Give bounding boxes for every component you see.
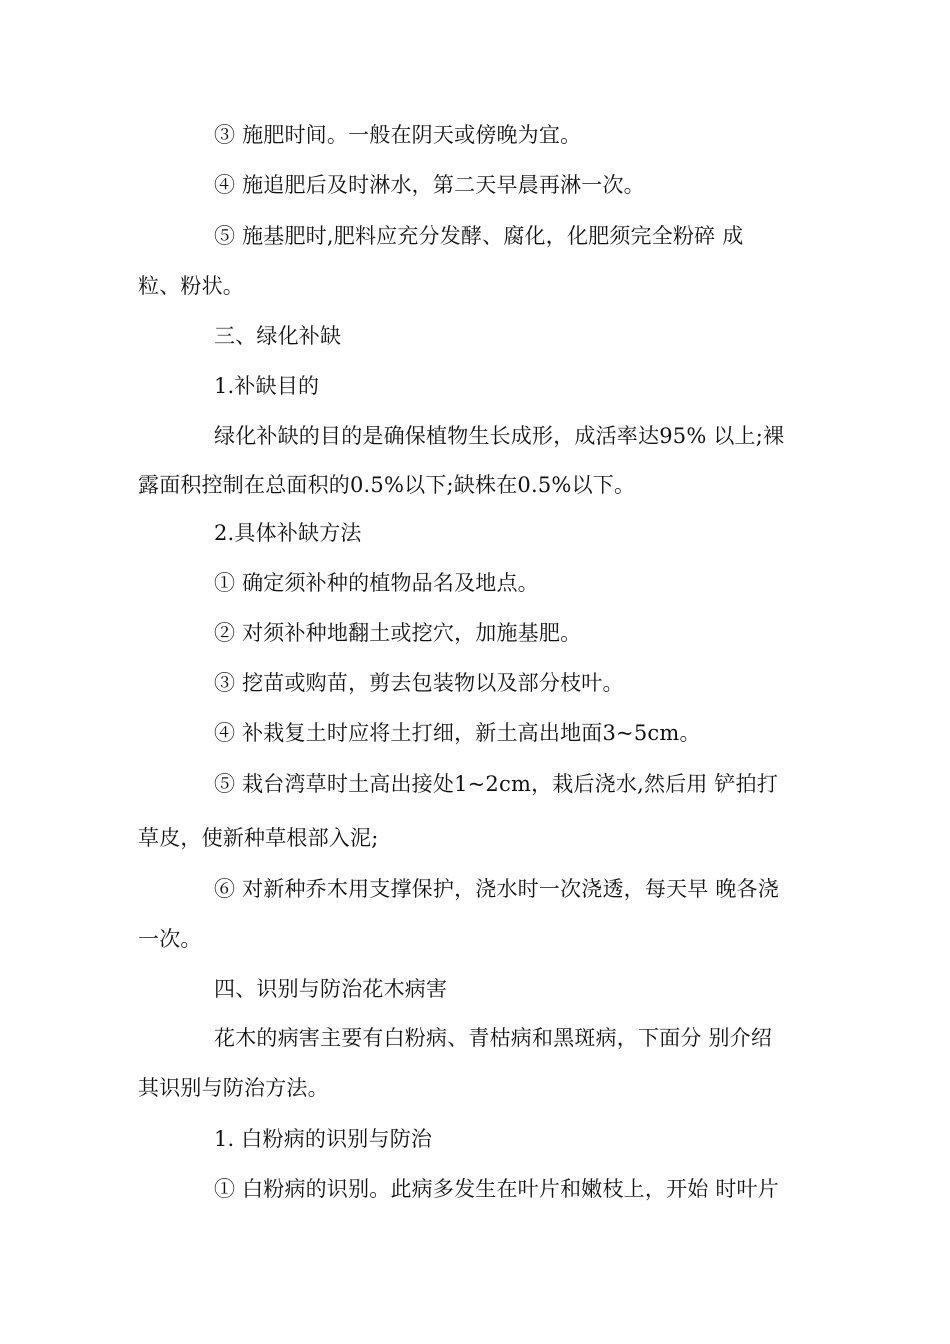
paragraph-watering-after-fertilizing: ④ 施追肥后及时淋水，第二天早晨再淋一次。	[214, 173, 645, 197]
paragraph-diseases-intro-line-1: 花木的病害主要有白粉病、青枯病和黑斑病，下面分 别介绍	[214, 1026, 773, 1050]
paragraph-purpose-line-1: 绿化补缺的目的是确保植物生长成形，成活率达95% 以上;裸	[214, 424, 785, 448]
paragraph-base-fertilizer-line-1: ⑤ 施基肥时,肥料应充分发酵、腐化，化肥须完全粉碎 成	[214, 224, 744, 248]
paragraph-base-fertilizer-line-2: 粒、粉状。	[138, 274, 244, 298]
list-item-prepare-seedlings: ③ 挖苗或购苗，剪去包装物以及部分枝叶。	[214, 671, 624, 695]
paragraph-fertilizing-time: ③ 施肥时间。一般在阴天或傍晚为宜。	[214, 123, 582, 147]
paragraph-purpose-line-2: 露面积控制在总面积的0.5%以下;缺株在0.5%以下。	[138, 473, 636, 497]
paragraph-diseases-intro-line-2: 其识别与防治方法。	[138, 1076, 329, 1100]
list-item-plant-grass-line-2: 草皮，使新种草根部入泥;	[138, 826, 379, 850]
list-item-support-trees-line-2: 一次。	[138, 927, 202, 951]
list-item-dig-holes: ② 对须补种地翻土或挖穴，加施基肥。	[214, 621, 582, 645]
subheading-replenishment-purpose: 1.补缺目的	[214, 374, 320, 398]
subheading-powdery-mildew: 1. 白粉病的识别与防治	[214, 1127, 433, 1151]
list-item-support-trees-line-1: ⑥ 对新种乔木用支撑保护，浇水时一次浇透，每天早 晚各浇	[214, 877, 779, 901]
list-item-powdery-mildew-identification: ① 白粉病的识别。此病多发生在叶片和嫩枝上，开始 时叶片	[214, 1177, 779, 1201]
section-heading-greening-replenishment: 三、绿化补缺	[214, 324, 342, 348]
section-heading-plant-diseases: 四、识别与防治花木病害	[214, 977, 448, 1001]
list-item-replant-soil: ④ 补栽复土时应将土打细，新土高出地面3~5cm。	[214, 721, 701, 745]
list-item-determine-plants: ① 确定须补种的植物品名及地点。	[214, 571, 539, 595]
list-item-plant-grass-line-1: ⑤ 栽台湾草时土高出接处1~2cm，栽后浇水,然后用 铲拍打	[214, 772, 779, 796]
subheading-replenishment-methods: 2.具体补缺方法	[214, 521, 362, 545]
